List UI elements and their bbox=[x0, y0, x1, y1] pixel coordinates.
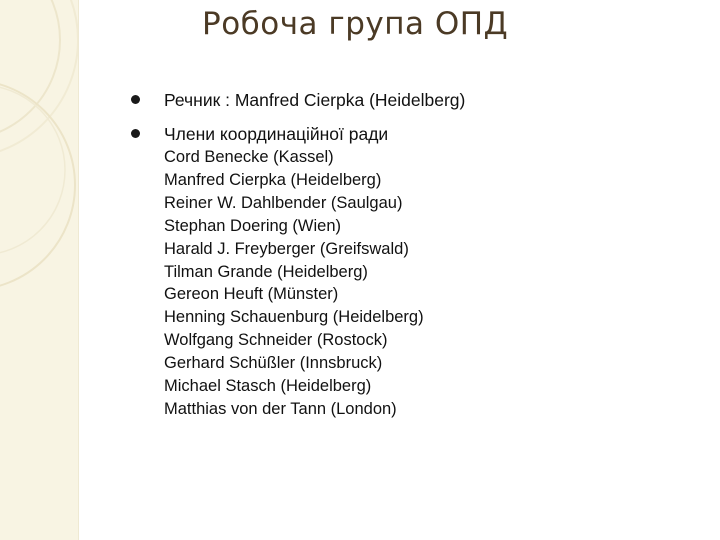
member-item: Henning Schauenburg (Heidelberg) bbox=[164, 308, 424, 327]
member-item: Gerhard Schüßler (Innsbruck) bbox=[164, 354, 383, 373]
side-panel-edge bbox=[78, 0, 79, 540]
member-item: Manfred Cierpka (Heidelberg) bbox=[164, 170, 382, 189]
decorative-rings bbox=[0, 0, 78, 540]
bullet-dot bbox=[131, 95, 140, 104]
slide-content bbox=[131, 88, 465, 421]
members-list bbox=[164, 146, 465, 421]
member-item: Stephan Doering (Wien) bbox=[164, 216, 342, 235]
member-item: Harald J. Freyberger (Greifswald) bbox=[164, 239, 409, 258]
rapporteur-text: Речник : Manfred Cierpka (Heidelberg) bbox=[164, 90, 466, 110]
member-item: Cord Benecke (Kassel) bbox=[164, 148, 334, 166]
bullet-members bbox=[131, 122, 465, 421]
member-item: Reiner W. Dahlbender (Saulgau) bbox=[164, 193, 403, 212]
member-item: Michael Stasch (Heidelberg) bbox=[164, 377, 372, 396]
bullet-dot bbox=[131, 129, 140, 138]
member-item: Matthias von der Tann (London) bbox=[164, 399, 397, 418]
member-item: Tilman Grande (Heidelberg) bbox=[164, 262, 368, 281]
slide-title: Робоча група ОПД bbox=[202, 6, 509, 42]
member-item: Gereon Heuft (Münster) bbox=[164, 285, 339, 304]
bullet-rapporteur bbox=[131, 88, 465, 116]
member-item: Wolfgang Schneider (Rostock) bbox=[164, 331, 388, 350]
members-heading: Члени координаційної ради bbox=[164, 124, 389, 144]
decorative-side-panel bbox=[0, 0, 78, 540]
